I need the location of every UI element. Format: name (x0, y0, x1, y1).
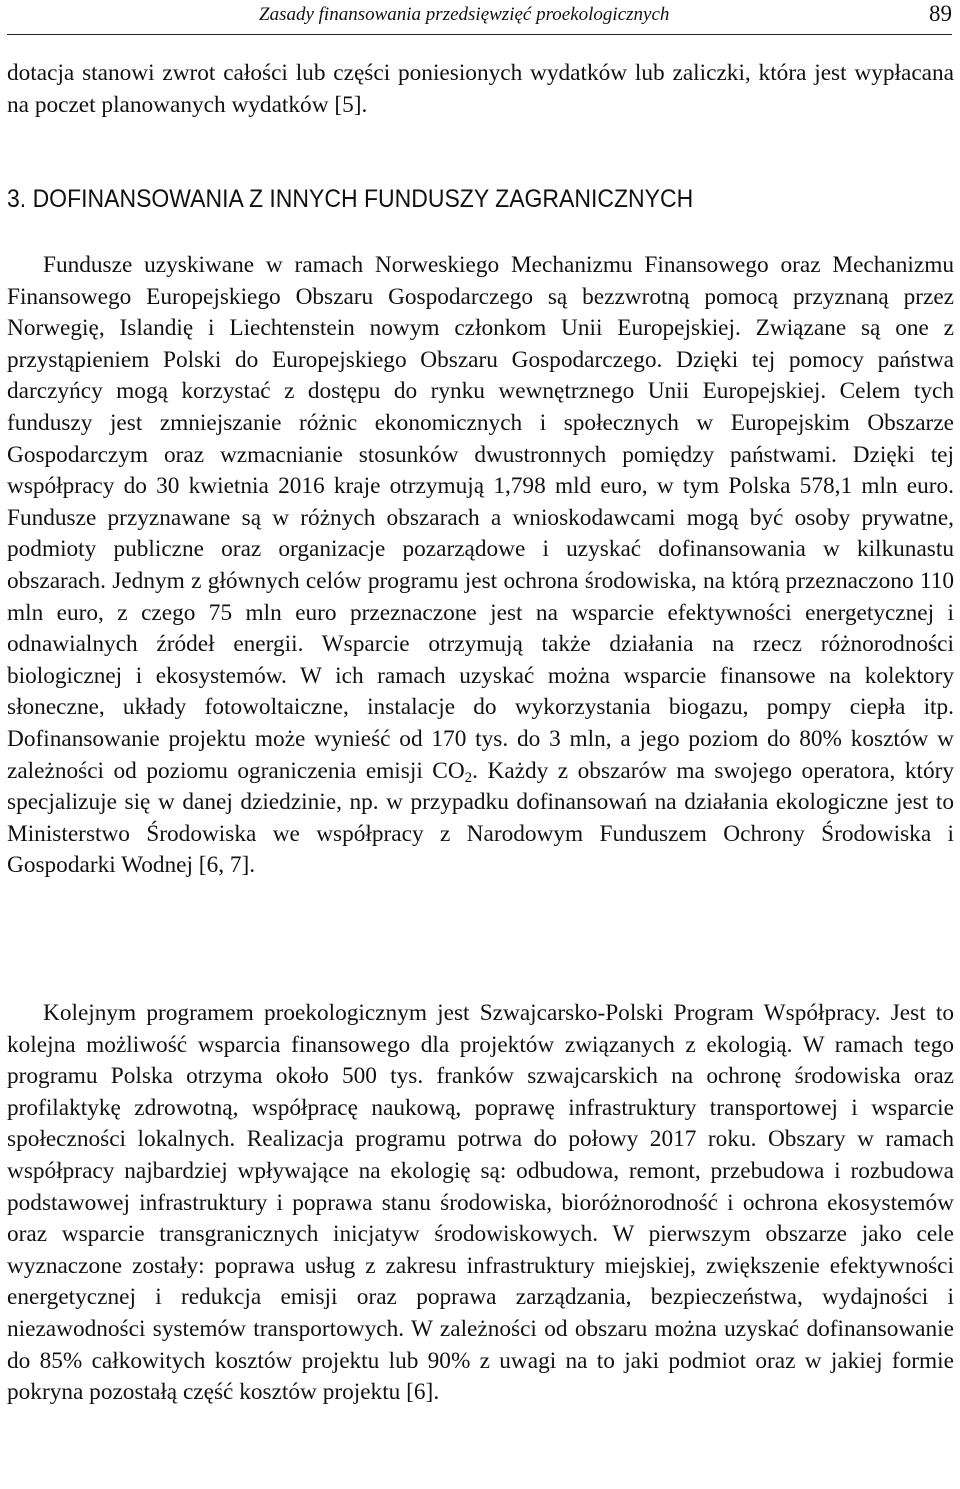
running-title: Zasady finansowania przedsięwzięć proekologicznych (259, 4, 670, 25)
co2-subscript: 2 (464, 769, 473, 786)
paragraph-2-part-b: . Każdy z obszarów ma swojego operatora, który specjalizuje się w danej dziedzinie, np. w przypadku dofinansowań na działania ekologiczne jest to Ministerstwo Środowiska we współpracy z Narodowym Funduszem Ochrony Środowiska i Gospodarki Wodnej [6, 7]. (7, 757, 955, 879)
section-heading: 3. DOFINANSOWANIA Z INNYCH FUNDUSZY ZAGRANICZNYCH (7, 185, 694, 213)
paragraph-2-part-a: Fundusze uzyskiwane w ramach Norweskiego Mechanizmu Finansowego oraz Mechanizmu Finansowego Europejskiego Obszaru Gospodarczego są bezzwrotną pomocą przyznaną przez Norwegię, Islandię i Liechtenstein nowym członkom Unii Europejskiej. Związane są one z przystąpieniem Polski do Europejskiego Obszaru Gospodarczego. Dzięki tej pomocy państwa darczyńcy mogą korzystać z dostępu do rynku wewnętrznego Unii Europejskiej. Celem tych funduszy jest zmniejszanie różnic ekonomicznych i społecznych w Europejskim Obszarze Gospodarczym oraz wzmacnianie stosunków dwustronnych pomiędzy państwami. Dzięki tej współpracy do 30 kwietnia 2016 kraje otrzymują 1,798 mld euro, w tym Polska 578,1 mln euro. Fundusze przyznawane są w różnych obszarach a wnioskodawcami mogą być osoby prywatne, podmioty publiczne oraz organizacje pozarządowe i uzyskać dofinansowania w kilkunastu obszarach. Jednym z głównych celów programu jest ochrona środowiska, na którą przeznaczono 110 mln euro, z czego 75 mln euro przeznaczone jest na wsparcie efektywności energetycznej i odnawialnych źródeł energii. Wsparcie otrzymują także działania na rzecz różnorodności biologicznej i ekosystemów. W ich ramach uzyskać można wsparcie finansowe na kolektory słoneczne, układy fotowoltaiczne, instalacje do wykorzystania biogazu, pompy ciepła itp. Dofinansowanie projektu może wynieść od 170 tys. do 3 mln, a jego poziom do 80% kosztów w zależności od poziomu ograniczenia emisji CO (7, 252, 954, 784)
paragraph-2 (7, 250, 954, 882)
paragraph-3: Kolejnym programem proekologicznym jest Szwajcarsko-Polski Program Współpracy. Jest to kolejna możliwość wsparcia finansowego dla projektów związanych z ekologią. W ramach tego programu Polska otrzyma około 500 tys. franków szwajcarskich na ochronę środowiska oraz profilaktykę zdrowotną, współpracę naukową, poprawę infrastruktury transportowej i wsparcie społeczności lokalnych. Realizacja programu potrwa do połowy 2017 roku. Obszary w ramach współpracy najbardziej wpływające na ekologię są: odbudowa, remont, przebudowa i rozbudowa podstawowej infrastruktury i poprawa stanu środowiska, bioróżnorodność i ochrona ekosystemów oraz wsparcie transgranicznych inicjatyw środowiskowych. W pierwszym obszarze jako cele wyznaczone zostały: poprawa usług z zakresu infrastruktury miejskiej, zwiększenie efektywności energetycznej i redukcja emisji oraz poprawa zarządzania, bezpieczeństwa, wydajności i niezawodności systemów transportowych. W zależności od obszaru można uzyskać dofinansowanie do 85% całkowitych kosztów projektu lub 90% z uwagi na to jaki podmiot oraz w jakiej formie pokryna pozostałą część kosztów projektu [6]. (7, 1000, 954, 1406)
page-header (7, 0, 952, 35)
page-number: 89 (929, 1, 952, 26)
paragraph-1: dotacja stanowi zwrot całości lub części poniesionych wydatków lub zaliczki, która jest wypłacana na poczet planowanych wydatków [5]. (7, 60, 954, 118)
